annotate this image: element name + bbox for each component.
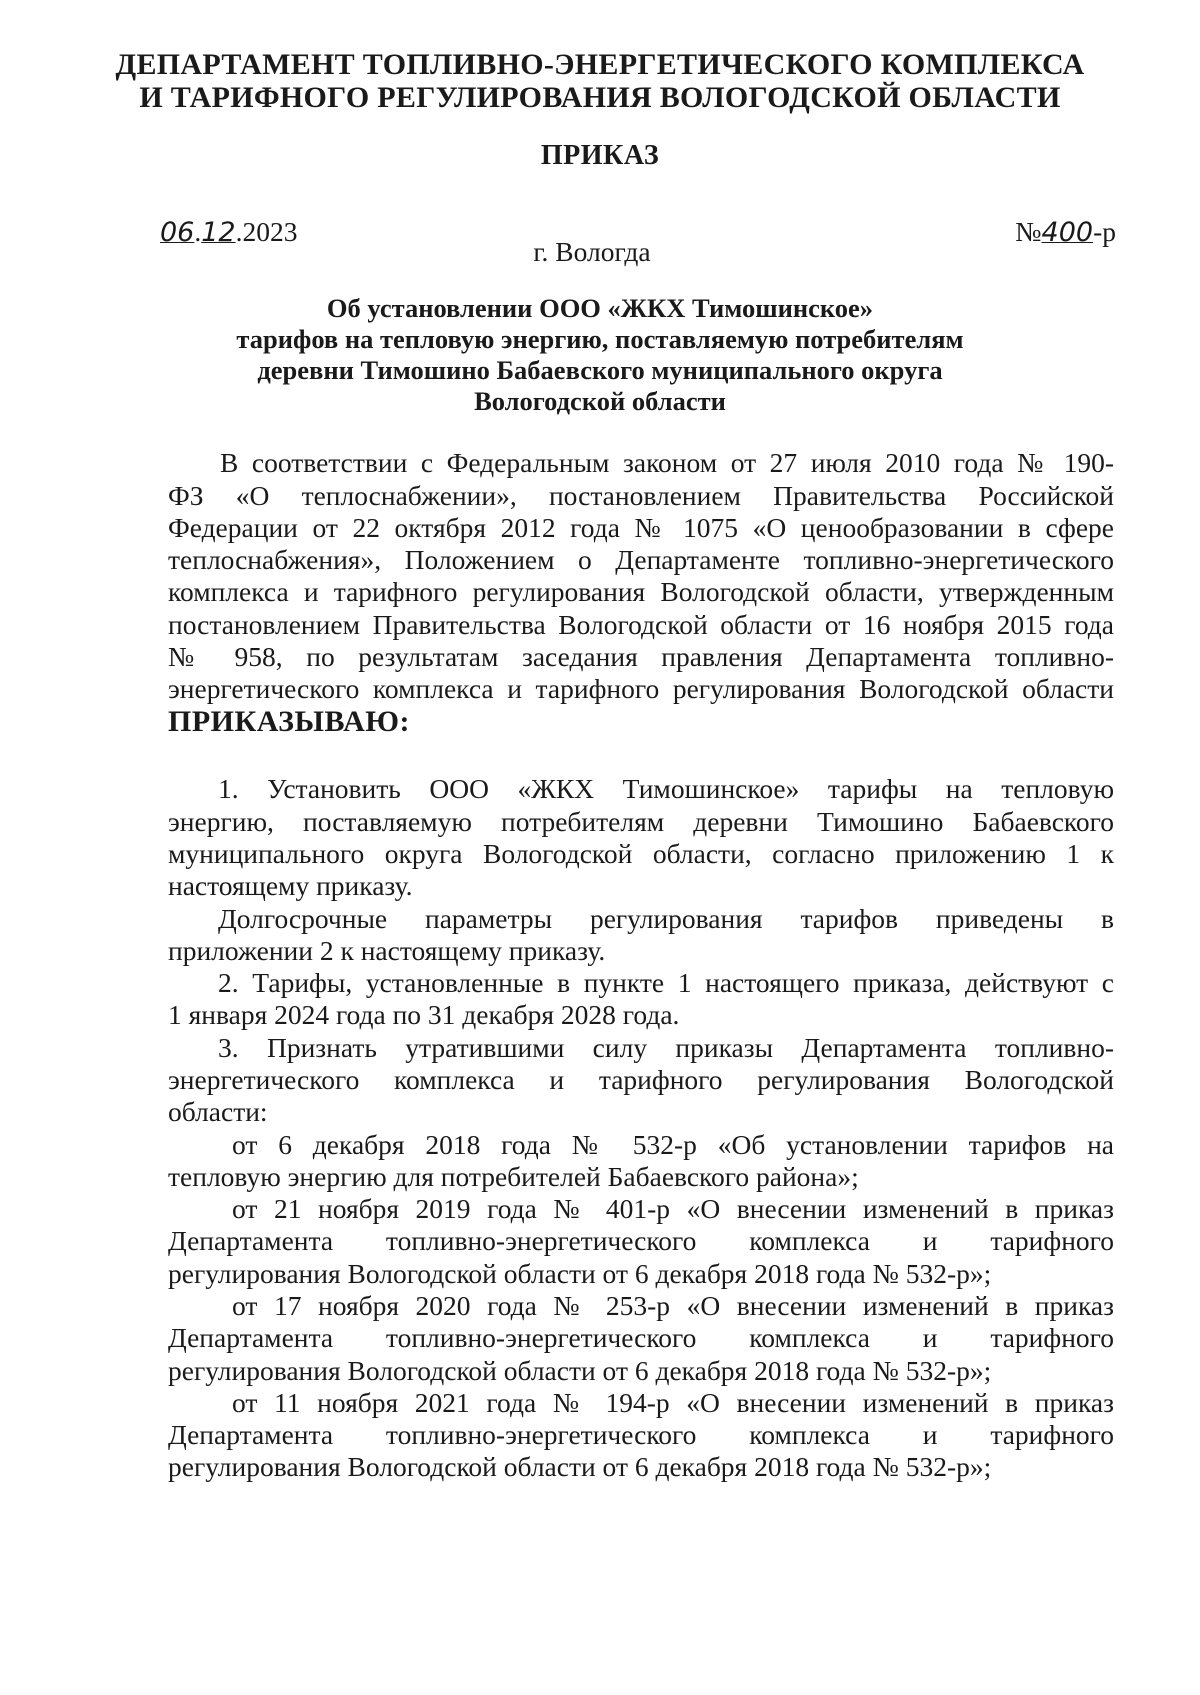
body-line: Департамента топливно-энергетического комплекса и тарифного (168, 1322, 1114, 1353)
date-separator: . (194, 216, 202, 247)
title-line-1: Об установлении ООО «ЖКХ Тимошинское» (326, 293, 874, 323)
doc-type: ПРИКАЗ (540, 140, 660, 171)
number-value: 400 (1041, 217, 1094, 248)
body-line: 1 января 2024 года по 31 декабря 2028 года. (168, 999, 680, 1030)
body-line: от 21 ноября 2019 года № 401-р «О внесении изменений в приказ (232, 1193, 1114, 1224)
number-suffix: -р (1093, 216, 1116, 247)
body-line: муниципального округа Вологодской области, согласно приложению 1 к (168, 838, 1114, 869)
body-line: настоящему приказу. (168, 870, 413, 901)
date-day: 06 (160, 217, 195, 248)
date-year: .2023 (235, 216, 298, 247)
preamble-line: энергетического комплекса и тарифного регулирования Вологодской области (168, 673, 1114, 704)
body-line: энергетического комплекса и тарифного регулирования Вологодской (168, 1064, 1114, 1095)
date-month: 12 (201, 217, 236, 248)
body-line: регулирования Вологодской области от 6 декабря 2018 года № 532-р»; (168, 1258, 992, 1289)
body-line: Департамента топливно-энергетического комплекса и тарифного (168, 1419, 1114, 1450)
title-line-3: деревни Тимошино Бабаевского муниципального округа (257, 355, 943, 385)
city: г. Вологда (533, 236, 651, 267)
order-word: ПРИКАЗЫВАЮ: (168, 705, 411, 738)
body-line: приложении 2 к настоящему приказу. (168, 935, 606, 966)
preamble-line: постановлением Правительства Вологодской области от 16 ноября 2015 года (168, 609, 1114, 640)
body-line: энергию, поставляемую потребителям деревни Тимошино Бабаевского (168, 806, 1114, 837)
body-line: 2. Тарифы, установленные в пункте 1 настоящего приказа, действуют с (218, 967, 1114, 998)
preamble-line: комплекса и тарифного регулирования Вологодской области, утвержденным (168, 576, 1114, 607)
body-line: от 6 декабря 2018 года № 532-р «Об установлении тарифов на (232, 1129, 1114, 1160)
body-line: регулирования Вологодской области от 6 декабря 2018 года № 532-р»; (168, 1355, 992, 1386)
body-line: тепловую энергию для потребителей Бабаевского района»; (168, 1161, 859, 1192)
preamble-line: теплоснабжения», Положением о Департаменте топливно-энергетического (168, 544, 1114, 575)
header-line-2: И ТАРИФНОГО РЕГУЛИРОВАНИЯ ВОЛОГОДСКОЙ ОБЛАСТИ (139, 81, 1061, 114)
title-line-2: тарифов на тепловую энергию, поставляемую потребителям (236, 324, 964, 354)
body-line: от 11 ноября 2021 года № 194-р «О внесении изменений в приказ (232, 1387, 1114, 1418)
body-line: 3. Признать утратившими силу приказы Департамента топливно- (218, 1032, 1114, 1063)
preamble-line: В соответствии с Федеральным законом от 27 июля 2010 года № 190- (220, 447, 1114, 478)
title-line-4: Вологодской области (474, 386, 726, 416)
body-line: 1. Установить ООО «ЖКХ Тимошинское» тарифы на тепловую (218, 773, 1114, 804)
preamble-line: № 958, по результатам заседания правления Департамента топливно- (168, 641, 1114, 672)
preamble-line: Федерации от 22 октября 2012 года № 1075 «О ценообразовании в сфере (168, 512, 1114, 543)
body-line: Департамента топливно-энергетического комплекса и тарифного (168, 1225, 1114, 1256)
header-line-1: ДЕПАРТАМЕНТ ТОПЛИВНО-ЭНЕРГЕТИЧЕСКОГО КОМПЛЕКСА (115, 48, 1085, 81)
body-line: области: (168, 1096, 268, 1127)
body-line: от 17 ноября 2020 года № 253-р «О внесении изменений в приказ (232, 1290, 1114, 1321)
preamble-line: ФЗ «О теплоснабжении», постановлением Правительства Российской (168, 480, 1114, 511)
number-prefix: № (1015, 216, 1042, 247)
body-line: Долгосрочные параметры регулирования тарифов приведены в (218, 903, 1114, 934)
body-line: регулирования Вологодской области от 6 декабря 2018 года № 532-р»; (168, 1451, 992, 1482)
